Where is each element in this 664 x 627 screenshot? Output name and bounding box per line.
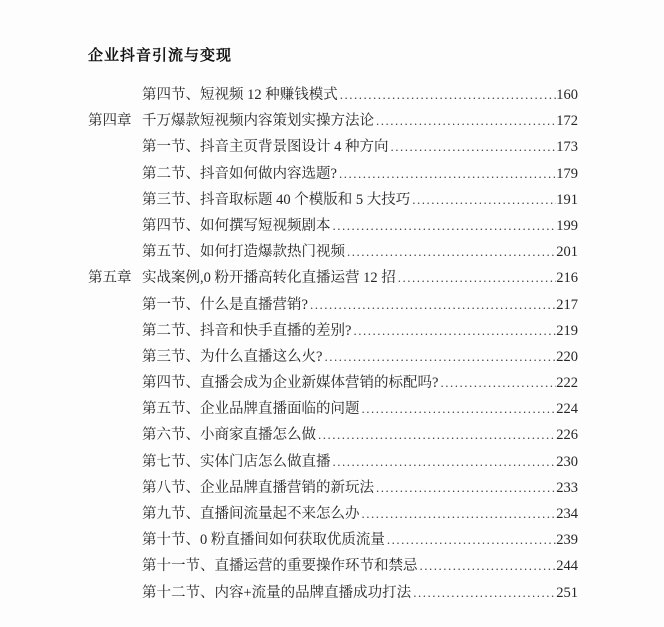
entry-title: 第十节、0 粉直播间如何获取优质流量	[142, 532, 385, 549]
entry-title: 第四节、如何撰写短视频剧本	[142, 217, 331, 234]
entry-title: 第三节、为什么直播这么火?	[142, 348, 323, 365]
page-number: 179	[556, 165, 578, 182]
dot-leader	[333, 218, 557, 235]
toc-entry	[88, 450, 578, 476]
page-number: 191	[556, 191, 578, 208]
toc-entry	[88, 554, 578, 580]
dot-leader	[339, 166, 556, 183]
dot-leader	[440, 375, 556, 392]
chapter-label: 第四章	[88, 113, 132, 130]
toc-entry	[88, 293, 578, 319]
toc-entry	[88, 214, 578, 240]
entry-title: 第四节、直播会成为企业新媒体营销的标配吗?	[142, 375, 439, 392]
dot-leader	[333, 454, 557, 471]
entry-title: 第六节、小商家直播怎么做	[142, 427, 316, 444]
page-number: 217	[556, 296, 578, 313]
page-number: 226	[556, 427, 578, 444]
entry-title: 第一节、什么是直播营销?	[142, 296, 308, 313]
page-number: 220	[556, 348, 578, 365]
entry-title: 第十一节、直播运营的重要操作环节和禁忌	[142, 558, 418, 575]
page-number: 222	[556, 375, 578, 392]
entry-title: 第十二节、内容+流量的品牌直播成功打法	[142, 584, 412, 601]
page-number: 173	[556, 139, 578, 156]
toc-entry	[88, 240, 578, 266]
page-number: 230	[556, 453, 578, 470]
toc-list	[88, 83, 578, 607]
entry-title: 第八节、企业品牌直播营销的新玩法	[142, 479, 374, 496]
entry-title: 第七节、实体门店怎么做直播	[142, 453, 331, 470]
page-number: 219	[556, 322, 578, 339]
toc-entry	[88, 502, 578, 528]
page-number: 199	[556, 217, 578, 234]
page-number: 233	[556, 479, 578, 496]
page-number: 239	[556, 532, 578, 549]
toc-entry	[88, 109, 578, 135]
page-number: 160	[556, 87, 578, 103]
entry-title: 第五节、企业品牌直播面临的问题	[142, 401, 360, 418]
page-number: 172	[556, 113, 578, 130]
dot-leader	[362, 506, 557, 523]
dot-leader	[398, 270, 557, 287]
entry-title: 千万爆款短视频内容策划实操方法论	[142, 113, 374, 130]
dot-leader	[318, 427, 556, 444]
dot-leader	[353, 323, 556, 340]
toc-entry	[88, 266, 578, 292]
toc-entry	[88, 319, 578, 345]
toc-entry	[88, 135, 578, 161]
toc-entry	[88, 397, 578, 423]
dot-leader	[340, 87, 557, 104]
toc-entry	[88, 423, 578, 449]
toc-entry	[88, 162, 578, 188]
entry-title: 第二节、抖音和快手直播的差别?	[142, 322, 352, 339]
page-number: 201	[556, 244, 578, 261]
page-number: 251	[556, 584, 578, 601]
book-title: 企业抖音引流与变现	[88, 47, 233, 64]
dot-leader	[387, 532, 556, 549]
dot-leader	[362, 401, 557, 418]
toc-entry	[88, 83, 578, 109]
chapter-label: 第五章	[88, 270, 132, 287]
page-number: 216	[556, 270, 578, 287]
entry-title: 第三节、抖音取标题 40 个模版和 5 大技巧	[142, 191, 411, 208]
toc-entry	[88, 371, 578, 397]
dot-leader	[413, 585, 556, 602]
page-number: 244	[556, 558, 578, 575]
entry-title: 第四节、短视频 12 种赚钱模式	[142, 87, 338, 103]
toc-entry	[88, 581, 578, 607]
dot-leader	[310, 297, 556, 314]
entry-title: 实战案例,0 粉开播高转化直播运营 12 招	[142, 270, 396, 287]
toc-entry	[88, 188, 578, 214]
entry-title: 第九节、直播间流量起不来怎么办	[142, 506, 360, 522]
dot-leader	[324, 349, 556, 366]
dot-leader	[347, 244, 556, 261]
toc-entry	[88, 345, 578, 371]
toc-entry	[88, 528, 578, 554]
page-number: 234	[556, 506, 578, 522]
entry-title: 第二节、抖音如何做内容选题?	[142, 165, 337, 182]
dot-leader	[420, 558, 557, 575]
entry-title: 第五节、如何打造爆款热门视频	[142, 244, 345, 261]
dot-leader	[391, 139, 557, 156]
toc-entry	[88, 476, 578, 502]
entry-title: 第一节、抖音主页背景图设计 4 种方向	[142, 139, 389, 156]
page-number: 224	[556, 401, 578, 418]
dot-leader	[412, 192, 556, 209]
dot-leader	[376, 113, 556, 130]
dot-leader	[376, 480, 556, 497]
